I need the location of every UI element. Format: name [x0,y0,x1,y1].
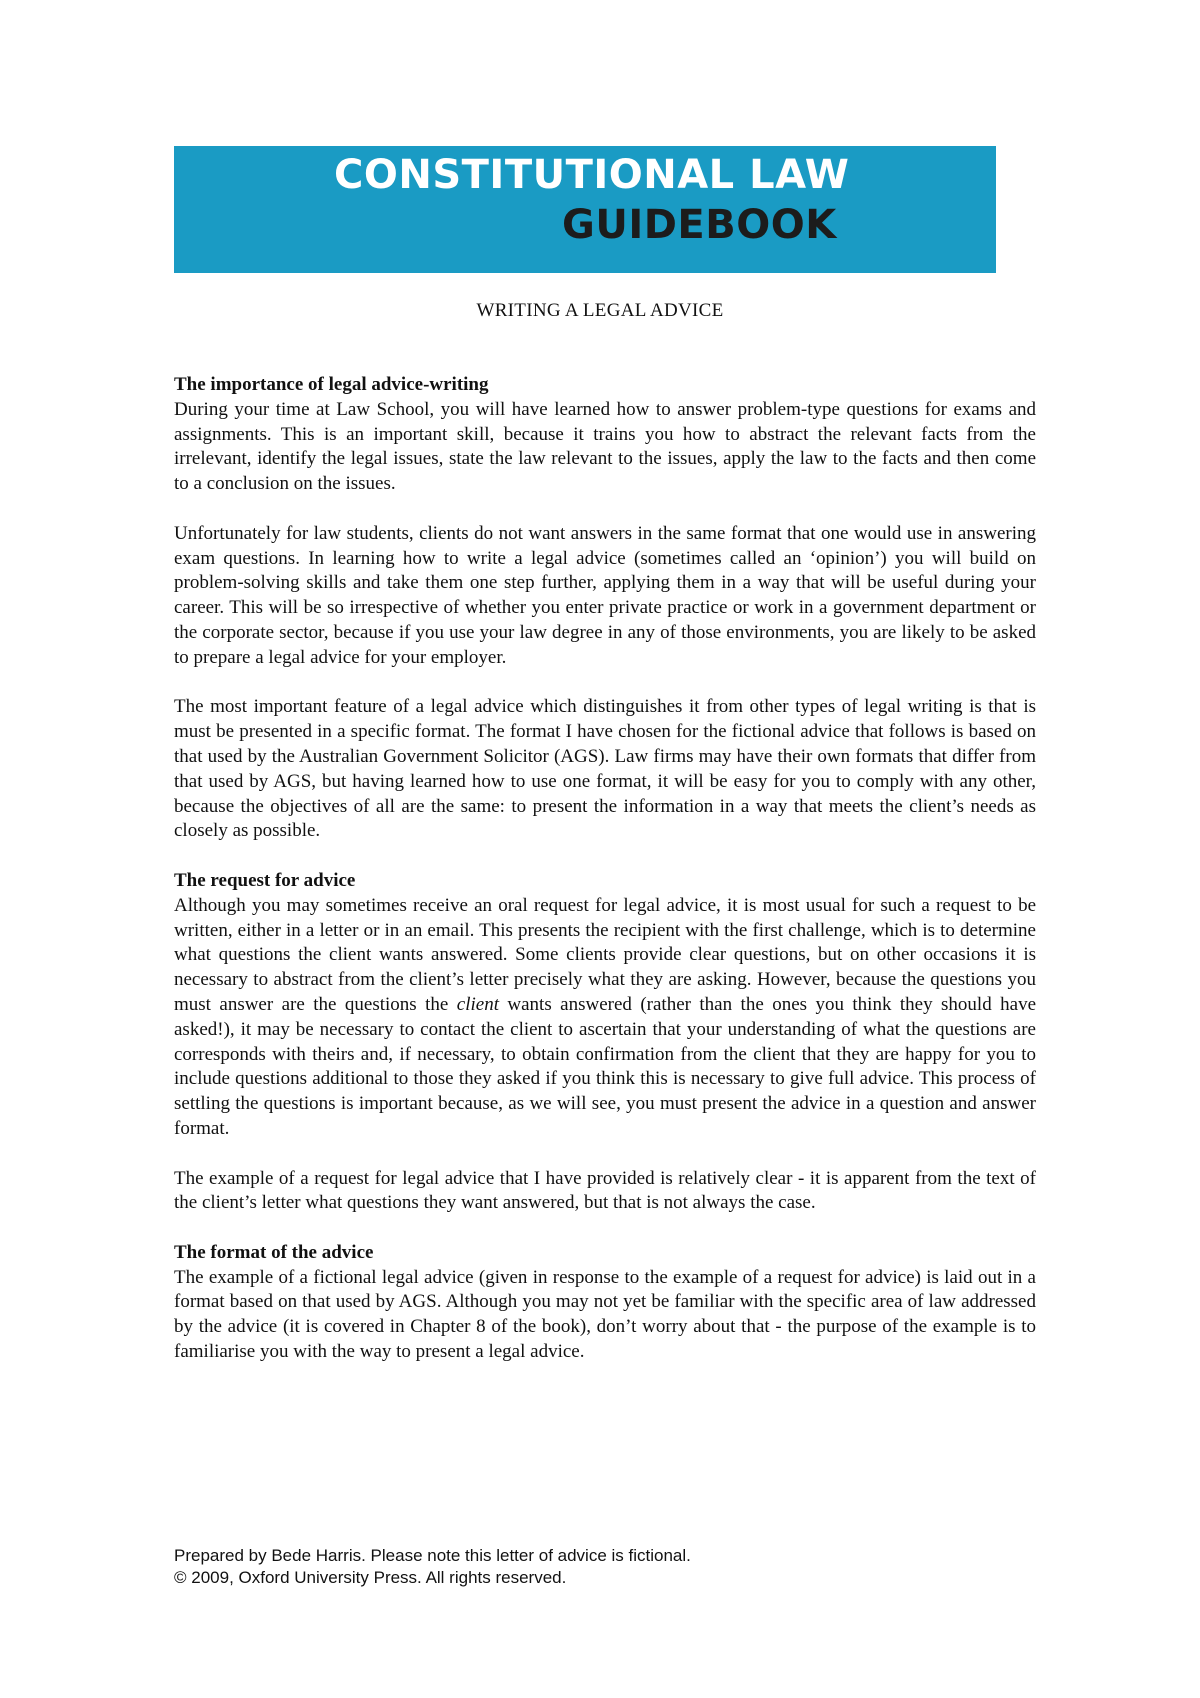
emphasis-client: client [456,993,499,1015]
footer-copyright: © 2009, Oxford University Press. All rights reserved. [174,1568,567,1587]
paragraph: During your time at Law School, you will have learned how to answer problem-type questions for exams and assignments. This is an important skill, because it trains you how to abstract the relevant facts from the irrelevant, identify the legal issues, state the law relevant to the issues, apply the law to the facts and then come to a conclusion on the issues. [174,398,1036,495]
footer-author-note: Prepared by Bede Harris. Please note this letter of advice is fictional. [174,1546,691,1565]
section-importance [174,373,1036,844]
paragraph: Unfortunately for law students, clients do not want answers in the same format that one would use in answering exam questions. In learning how to write a legal advice (sometimes called an ‘opinion’) you will build on problem-solving skills and take them one step further, applying them in a way that will be useful during your career. This will be so irrespective of whether you enter private practice or work in a government department or the corporate sector, because if you use your law degree in any of those environments, you are likely to be asked to prepare a legal advice for your employer. [174,522,1036,668]
paragraph: The example of a request for legal advice that I have provided is relatively clear - it is apparent from the text of the client’s letter what questions they want answered, but that is not always the case. [174,1167,1036,1214]
section-heading-importance: The importance of legal advice-writing [174,374,489,395]
banner-title-line2: GUIDEBOOK [562,202,837,248]
section-heading-request: The request for advice [174,869,356,891]
section-format [174,1241,1036,1365]
page-footer [174,1545,691,1589]
banner-title-line1: CONSTITUTIONAL LAW [334,152,850,198]
guidebook-banner [174,146,996,273]
paragraph-text: Although you may sometimes receive an oral request for legal advice, it is most usual for such a request to be written, either in a letter or in an email. This presents the recipient with the first challenge, which is to determine what questions the client wants answered. Some clients provide clear questions, but on other occasions it is necessary to abstract from the client’s letter precisely what they are asking. However, because the questions you must answer are the questions the [174,894,1036,1015]
paragraph-text: wants answered (rather than the ones you think they should have asked!), it may be necessary to contact the client to ascertain that your understanding of what the questions are corresponds with theirs and, if necessary, to obtain confirmation from the client that they are happy for you to include questions additional to those they asked if you think this is necessary to give full advice. This process of settling the questions is important because, as we will see, you must present the advice in a question and answer format. [174,993,1036,1139]
paragraph: The most important feature of a legal advice which distinguishes it from other types of legal writing is that is must be presented in a specific format. The format I have chosen for the fictional advice that follows is based on that used by the Australian Government Solicitor (AGS). Law firms may have their own formats that differ from that used by AGS, but having learned how to use one format, it will be easy for you to comply with any other, because the objectives of all are the same: to present the information in a way that meets the client’s needs as closely as possible. [174,696,1036,842]
document-title: WRITING A LEGAL ADVICE [476,300,724,321]
paragraph [174,894,1036,1142]
document-body [174,373,1036,1390]
section-heading-format: The format of the advice [174,1241,374,1263]
section-request [174,869,1036,1216]
paragraph: The example of a fictional legal advice (given in response to the example of a request for advice) is laid out in a format based on that used by AGS. Although you may not yet be familiar with the specific area of law addressed by the advice (it is covered in Chapter 8 of the book), don’t worry about that - the purpose of the example is to familiarise you with the way to present a legal advice. [174,1266,1036,1363]
